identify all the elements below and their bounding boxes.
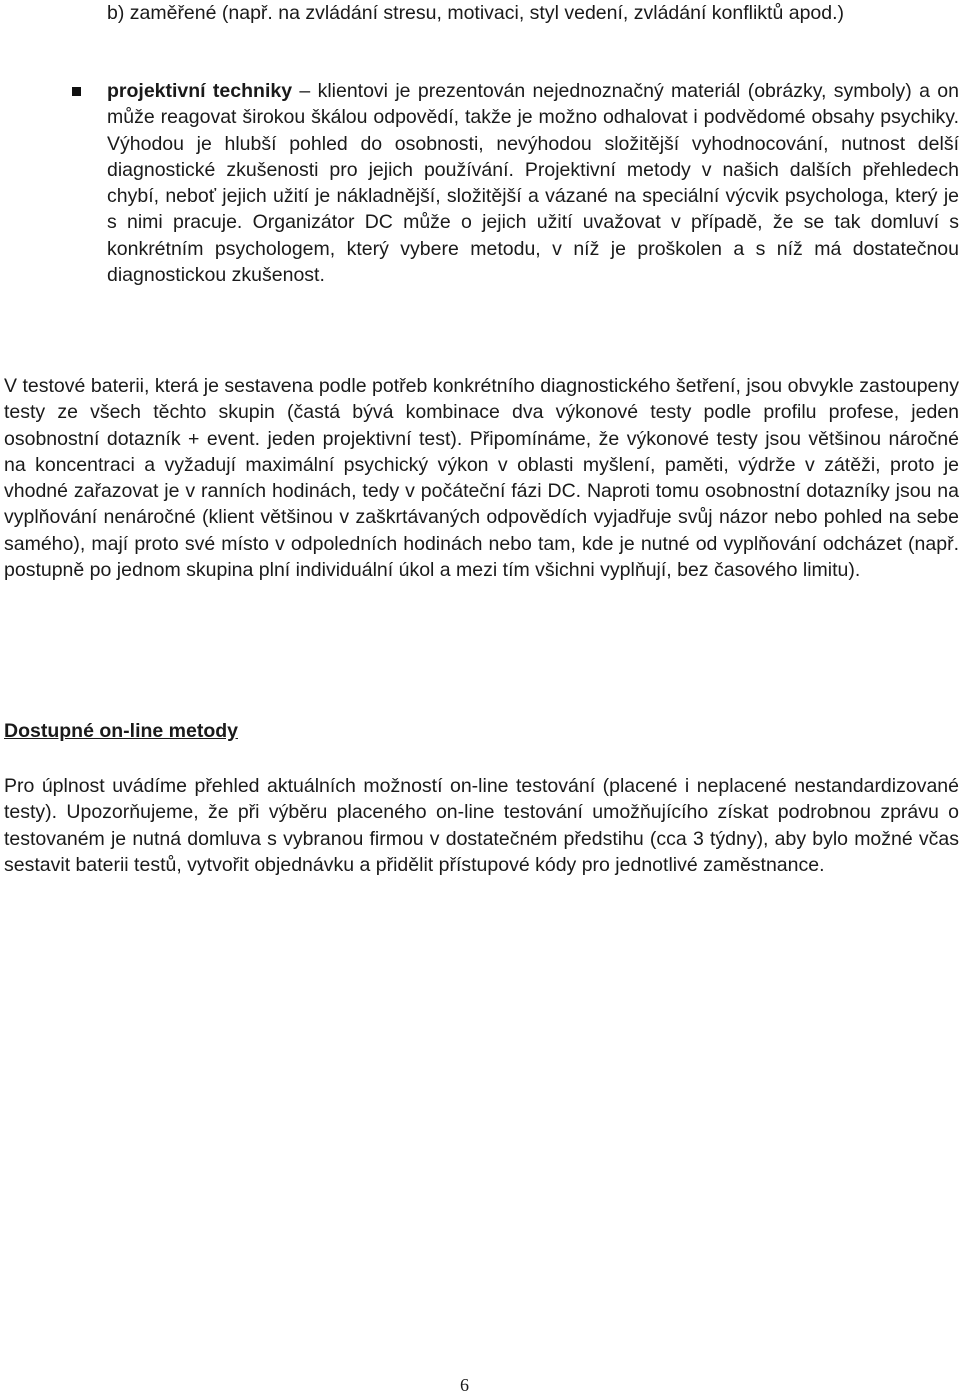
bullet-item-projective-techniques — [107, 78, 959, 288]
bullet-term: projektivní techniky — [107, 80, 293, 102]
section-heading: Dostupné on-line metody — [4, 720, 238, 742]
square-bullet-icon — [72, 87, 81, 96]
paragraph-online-methods: Pro úplnost uvádíme přehled aktuálních možností on-line testování (placené i neplacené nestandardizované testy). Upozorňujeme, že při výběru placeného on-line testování umožňujícího získat podrobnou zprávu o testovaném je nutná domluva s vybranou firmou v dostatečném předstihu (cca 3 týdny), aby bylo možné včas sestavit baterii testů, vytvořit objednávku a přidělit přístupové kódy pro jednotlivé zaměstnance. — [4, 775, 959, 876]
paragraph-test-battery: V testové baterii, která je sestavena podle potřeb konkrétního diagnostického šetření, jsou obvykle zastoupeny testy ze všech těchto skupin (častá bývá kombinace dva výkonové testy podle profilu profese, jeden osobnostní dotazník + event. jeden projektivní test). Připomínáme, že výkonové testy jsou většinou náročné na koncentraci a vyžadují maximální psychický výkon v oblasti myšlení, paměti, výdrže v zátěži, proto je vhodné zařazovat je v ranních hodinách, tedy v počáteční fázi DC. Naproti tomu osobnostní dotazníky jsou na vyplňování nenáročné (klient většinou v zaškrtávaných odpovědích vyjadřuje svůj názor nebo pohled na sebe samého), mají proto své místo v odpoledních hodinách nebo tam, kde je nutné od vyplňování odcházet (např. postupně po jednom skupina plní individuální úkol a mezi tím všichni vyplňují, bez časového limitu). — [4, 375, 959, 582]
page-number: 6 — [460, 1375, 469, 1395]
bullet-text: – klientovi je prezentován nejednoznačný materiál (obrázky, symboly) a on může reagovat širokou škálou odpovědí, takže je možno odhalovat i podvědomé obsahy psychiky. Výhodou je hlubší pohled do osobnosti, nevýhodou složitější vyhodnocování, nutnost delší diagnostické zkušenosti pro jejich používání. Projektivní metody v našich dalších přehledech chybí, neboť jejich užití je nákladnější, složitější a vázané na speciální výcvik psychologa, který je s nimi pracuje. Organizátor DC může o jejich užití uvažovat v případě, že se tak domluví s konkrétním psychologem, který vybere metodu, v níž je proškolen a s níž má dostatečnou diagnostickou zkušenost. — [107, 80, 959, 287]
list-item-b: b) zaměřené (např. na zvládání stresu, motivaci, styl vedení, zvládání konfliktů apod.) — [107, 2, 845, 24]
